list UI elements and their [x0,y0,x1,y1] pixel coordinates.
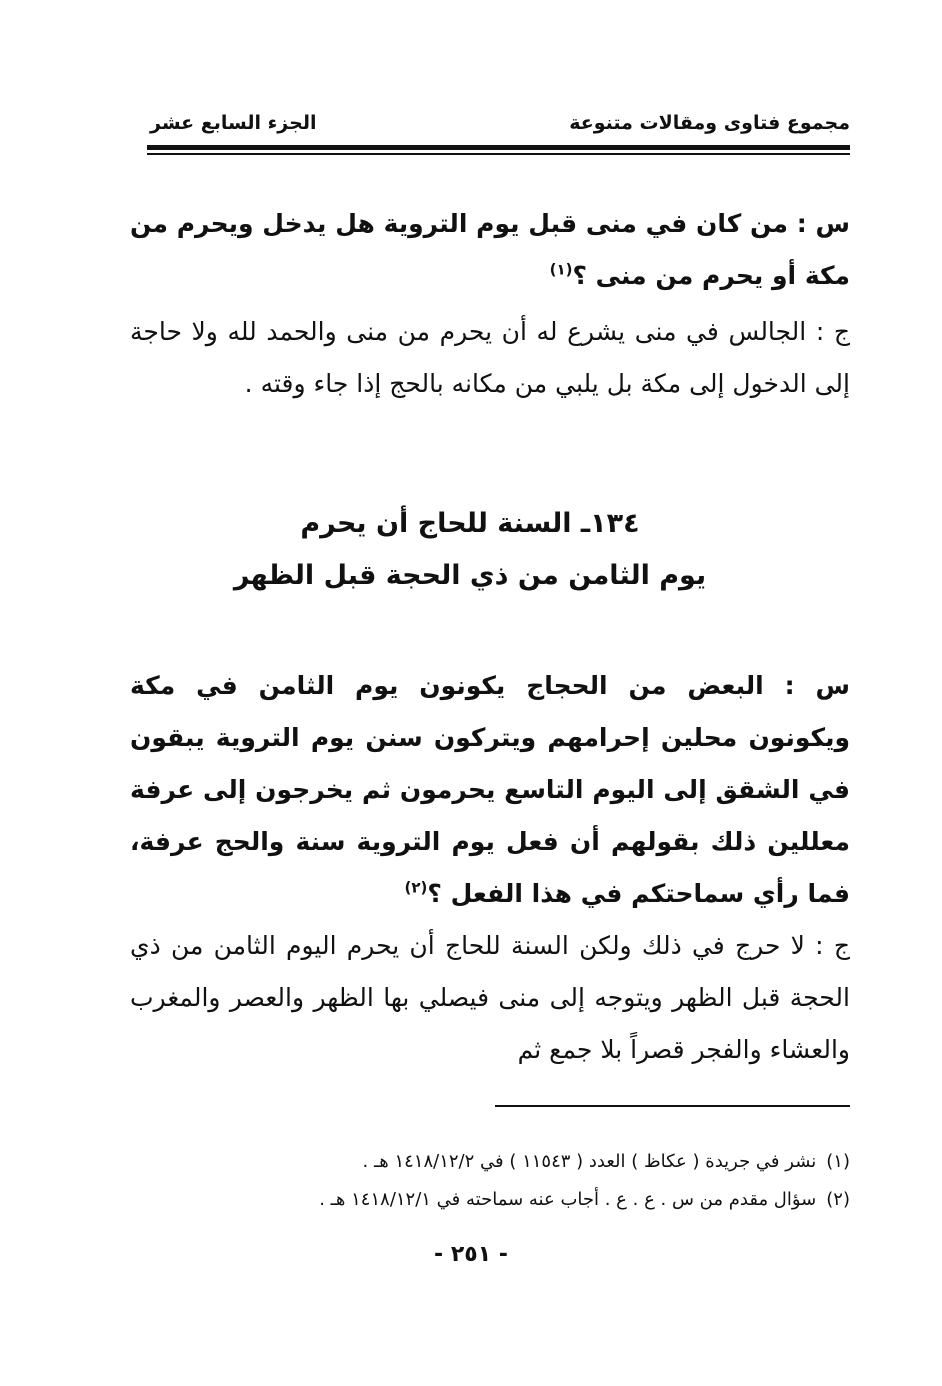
footnote-separator [495,1105,850,1107]
section-title-line-2: يوم الثامن من ذي الحجة قبل الظهر [233,560,707,591]
answer-1 [130,306,850,410]
footnote-2-number: (٢) [826,1189,850,1210]
footnote-2-text: سؤال مقدم من س . ع . ع . أجاب عنه سماحته في ١٤١٨/١٢/١ هـ . [319,1189,817,1210]
footnote-1 [150,1148,850,1176]
question-2 [130,660,850,920]
answer-1-text: ج : الجالس في منى يشرع له أن يحرم من منى والحمد لله ولا حاجة إلى الدخول إلى مكة بل يلبي من مكانه بالحج إذا جاء وقته . [130,317,850,398]
footnote-2 [150,1186,850,1214]
footnote-ref-1: (١) [549,260,573,279]
page-number: - ٢٥١ - [434,1242,508,1267]
footnote-1-number: (١) [826,1151,850,1172]
running-header-title: مجموع فتاوى ومقالات متنوعة [569,112,850,134]
running-header-volume: الجزء السابع عشر [150,112,317,134]
section-title-line-1: ١٣٤ـ السنة للحاج أن يحرم [300,508,640,539]
header-rule-thick [147,145,850,150]
footnote-ref-2: (٢) [404,878,428,897]
header-rule-thin [147,153,850,155]
question-2-text: س : البعض من الحجاج يكونون يوم الثامن في مكة ويكونون محلين إحرامهم ويتركون سنن يوم التروية يبقون في الشقق إلى اليوم التاسع يحرمون ثم يخرجون إلى عرفة معللين ذلك بقولهم أن فعل يوم التروية سنة والحج عرفة، فما رأي سماحتكم في هذا الفعل ؟ [130,671,850,908]
question-1-text: س : من كان في منى قبل يوم التروية هل يدخل ويحرم من مكة أو يحرم من منى ؟ [130,209,850,290]
footnote-1-text: نشر في جريدة ( عكاظ ) العدد ( ١١٥٤٣ ) في ١٤١٨/١٢/٢ هـ . [362,1151,817,1172]
question-1 [130,198,850,302]
answer-2-text: ج : لا حرج في ذلك ولكن السنة للحاج أن يحرم اليوم الثامن من ذي الحجة قبل الظهر ويتوجه إلى منى فيصلي بها الظهر والعصر والمغرب والعشاء والفجر قصراً بلا جمع ثم [130,931,850,1064]
answer-2 [130,920,850,1076]
